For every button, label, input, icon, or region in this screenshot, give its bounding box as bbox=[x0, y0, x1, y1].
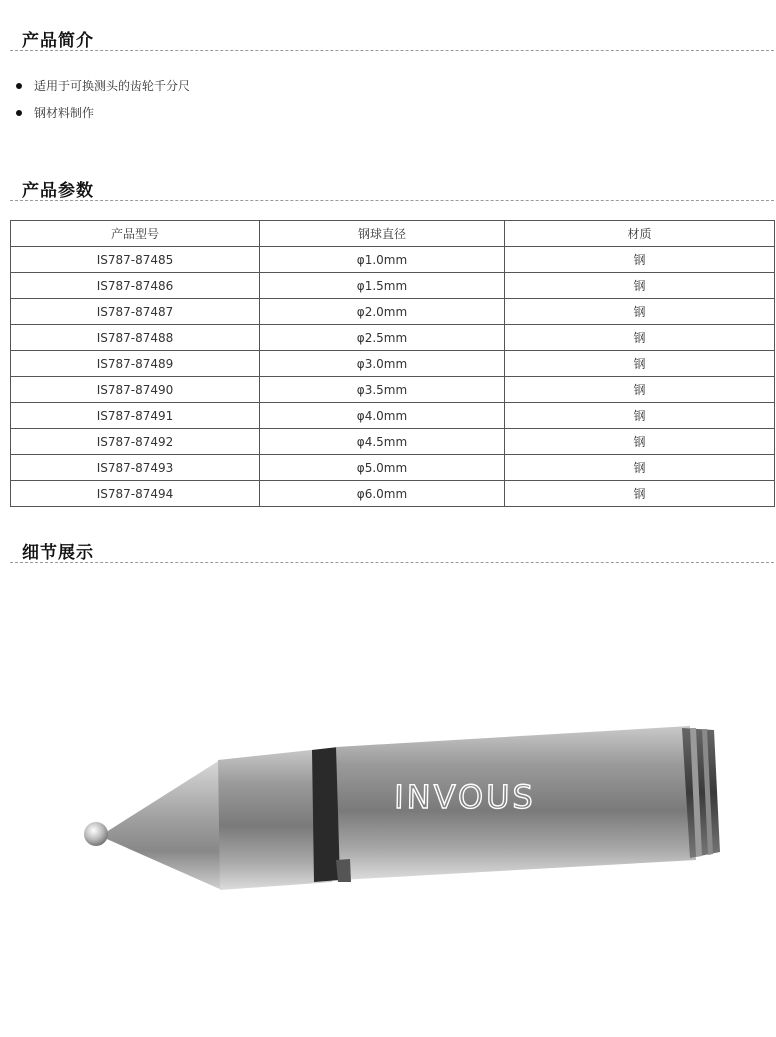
cell-diameter: φ6.0mm bbox=[260, 481, 505, 507]
cell-model: IS787-87494 bbox=[11, 481, 260, 507]
header-model: 产品型号 bbox=[11, 221, 260, 247]
intro-divider bbox=[10, 50, 774, 51]
cell-material: 钢 bbox=[505, 377, 775, 403]
cell-diameter: φ1.0mm bbox=[260, 247, 505, 273]
cell-material: 钢 bbox=[505, 403, 775, 429]
table-row bbox=[11, 325, 775, 351]
cell-material: 钢 bbox=[505, 325, 775, 351]
cell-model: IS787-87487 bbox=[11, 299, 260, 325]
cell-material: 钢 bbox=[505, 299, 775, 325]
cell-material: 钢 bbox=[505, 273, 775, 299]
cell-material: 钢 bbox=[505, 351, 775, 377]
cell-model: IS787-87492 bbox=[11, 429, 260, 455]
cell-model: IS787-87485 bbox=[11, 247, 260, 273]
bullet-icon bbox=[16, 83, 22, 89]
brand-logo: INVOUS bbox=[393, 778, 537, 816]
params-table bbox=[10, 220, 775, 507]
table-row bbox=[11, 455, 775, 481]
bullet-icon bbox=[16, 110, 22, 116]
cell-material: 钢 bbox=[505, 247, 775, 273]
table-row bbox=[11, 299, 775, 325]
cell-diameter: φ2.5mm bbox=[260, 325, 505, 351]
params-title: 产品参数 bbox=[22, 181, 94, 201]
intro-title: 产品简介 bbox=[22, 31, 94, 51]
table-row bbox=[11, 403, 775, 429]
header-material: 材质 bbox=[505, 221, 775, 247]
table-row bbox=[11, 247, 775, 273]
list-item bbox=[16, 99, 190, 126]
cell-diameter: φ3.5mm bbox=[260, 377, 505, 403]
cell-diameter: φ3.0mm bbox=[260, 351, 505, 377]
table-row bbox=[11, 351, 775, 377]
cell-model: IS787-87489 bbox=[11, 351, 260, 377]
cell-diameter: φ1.5mm bbox=[260, 273, 505, 299]
table-row bbox=[11, 481, 775, 507]
product-photo bbox=[0, 580, 776, 920]
detail-divider bbox=[10, 562, 774, 563]
cell-model: IS787-87490 bbox=[11, 377, 260, 403]
cell-material: 钢 bbox=[505, 455, 775, 481]
table-row bbox=[11, 273, 775, 299]
table-row bbox=[11, 377, 775, 403]
cell-model: IS787-87486 bbox=[11, 273, 260, 299]
cell-model: IS787-87488 bbox=[11, 325, 260, 351]
bullet-text: 适用于可换测头的齿轮千分尺 bbox=[34, 79, 191, 93]
cell-diameter: φ4.5mm bbox=[260, 429, 505, 455]
intro-bullet-list bbox=[16, 72, 190, 126]
cell-material: 钢 bbox=[505, 429, 775, 455]
detail-title: 细节展示 bbox=[22, 543, 94, 563]
cell-model: IS787-87493 bbox=[11, 455, 260, 481]
header-ball-diameter: 钢球直径 bbox=[260, 221, 505, 247]
cell-diameter: φ4.0mm bbox=[260, 403, 505, 429]
table-header-row bbox=[11, 221, 775, 247]
table-row bbox=[11, 429, 775, 455]
list-item bbox=[16, 72, 190, 99]
cell-material: 钢 bbox=[505, 481, 775, 507]
cell-diameter: φ2.0mm bbox=[260, 299, 505, 325]
bullet-text: 钢材料制作 bbox=[34, 106, 95, 120]
params-divider bbox=[10, 200, 774, 201]
cell-model: IS787-87491 bbox=[11, 403, 260, 429]
cell-diameter: φ5.0mm bbox=[260, 455, 505, 481]
